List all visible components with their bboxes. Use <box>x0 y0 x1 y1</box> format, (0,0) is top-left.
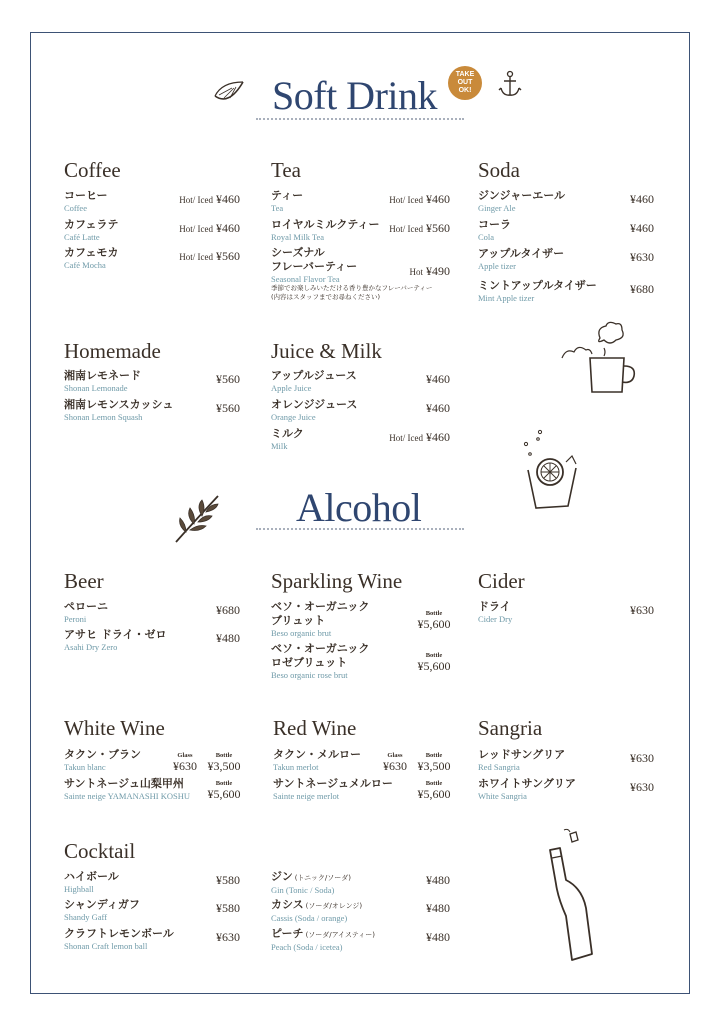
menu-item: カフェモカ Café Mocha <box>64 246 119 270</box>
item-price: ¥480 <box>426 901 450 915</box>
category-homemade: Homemade <box>64 339 161 363</box>
bottle-icon <box>542 828 612 962</box>
anchor-icon <box>498 70 522 98</box>
menu-item: ジン (トニック/ソーダ) Gin (Tonic / Soda) <box>271 870 351 895</box>
menu-item: ドライ Cider Dry <box>478 600 513 624</box>
menu-item: ミルク Milk <box>271 427 304 451</box>
menu-item: ホワイトサングリア White Sangria <box>478 777 576 801</box>
bottle-price: Bottle ¥5,600 <box>207 780 241 801</box>
alcohol-divider <box>256 528 464 530</box>
menu-item: ベソ・オーガニック ブリュット Beso organic brut <box>271 600 370 638</box>
take-out-badge: TAKE OUT OK! <box>448 66 482 100</box>
item-price: Hot/ Iced ¥460 <box>179 192 240 206</box>
item-price: ¥680 <box>630 282 654 296</box>
menu-item: カシス (ソーダ/オレンジ) Cassis (Soda / orange) <box>271 898 363 923</box>
item-price: Bottle ¥5,600 <box>417 652 451 673</box>
item-price: ¥630 <box>216 930 240 944</box>
item-price: Hot/ Iced ¥460 <box>179 221 240 235</box>
category-beer: Beer <box>64 569 104 593</box>
category-tea: Tea <box>271 158 302 182</box>
menu-item: クラフトレモンボール Shonan Craft lemon ball <box>64 927 174 951</box>
category-soda: Soda <box>478 158 520 182</box>
item-price: ¥480 <box>216 631 240 645</box>
item-price: Hot/ Iced ¥560 <box>389 221 450 235</box>
item-price: Hot ¥490 <box>409 264 450 278</box>
menu-item: アサヒ ドライ・ゼロ Asahi Dry Zero <box>64 628 167 652</box>
menu-item: アップルタイザー Apple tizer <box>478 247 565 271</box>
item-price: Hot/ Iced ¥560 <box>179 249 240 263</box>
category-sangria: Sangria <box>478 716 543 740</box>
category-red-wine: Red Wine <box>273 716 357 740</box>
item-price: ¥630 <box>630 780 654 794</box>
bottle-price: Bottle ¥5,600 <box>417 780 451 801</box>
item-price: ¥580 <box>216 901 240 915</box>
menu-item: コーヒー Coffee <box>64 189 108 213</box>
menu-item: シーズナル フレーバーティー Seasonal Flavor Tea 季節でお楽しみいただける香り豊かなフレーバーティー (内容はスタッフまでお尋ねください) <box>271 246 433 301</box>
item-price: ¥630 <box>630 250 654 264</box>
menu-item: アップルジュース Apple Juice <box>271 369 357 393</box>
bottle-price: Bottle ¥3,500 <box>417 752 451 773</box>
menu-item: ロイヤルミルクティー Royal Milk Tea <box>271 218 380 242</box>
menu-item: オレンジジュース Orange Juice <box>271 398 358 422</box>
item-price: ¥480 <box>426 873 450 887</box>
glass-price: Glass ¥630 <box>173 752 197 773</box>
item-price: Hot/ Iced ¥460 <box>389 192 450 206</box>
menu-item: レッドサングリア Red Sangria <box>478 748 566 772</box>
steaming-mug-icon <box>560 318 640 396</box>
item-price: ¥480 <box>426 930 450 944</box>
menu-item: カフェラテ Café Latte <box>64 218 119 242</box>
menu-item: タクン・ブラン Takun blanc <box>64 748 141 772</box>
alcohol-title: Alcohol <box>296 485 422 530</box>
item-price: ¥460 <box>426 401 450 415</box>
menu-item: 湘南レモネード Shonan Lemonade <box>64 369 141 393</box>
item-price: ¥580 <box>216 873 240 887</box>
item-price: Bottle ¥5,600 <box>417 610 451 631</box>
menu-item: ハイボール Highball <box>64 870 119 894</box>
category-sparkling-wine: Sparkling Wine <box>271 569 403 593</box>
soft-drink-title: Soft Drink <box>272 73 437 118</box>
item-price: Hot/ Iced ¥460 <box>389 430 450 444</box>
menu-item: ピーチ (ソーダ/アイスティー) Peach (Soda / icetea) <box>271 927 375 952</box>
category-coffee: Coffee <box>64 158 121 182</box>
item-price: ¥560 <box>216 401 240 415</box>
citrus-drink-icon <box>518 426 580 514</box>
item-price: ¥460 <box>630 221 654 235</box>
category-cider: Cider <box>478 569 525 593</box>
menu-item: ジンジャーエール Ginger Ale <box>478 189 566 213</box>
item-price: ¥460 <box>426 372 450 386</box>
item-price: ¥630 <box>630 751 654 765</box>
herb-sprig-icon <box>172 490 224 546</box>
item-price: ¥460 <box>630 192 654 206</box>
category-white-wine: White Wine <box>64 716 165 740</box>
menu-item: ペローニ Peroni <box>64 600 108 624</box>
soft-drink-divider <box>256 118 464 120</box>
menu-item: サントネージュメルロー Sainte neige merlot <box>273 777 393 801</box>
lemon-slice-icon <box>212 76 246 104</box>
menu-item: タクン・メルロー Takun merlot <box>273 748 361 772</box>
menu-item: シャンディガフ Shandy Gaff <box>64 898 140 922</box>
menu-item: サントネージュ山梨甲州 Sainte neige YAMANASHI KOSHU <box>64 777 190 801</box>
menu-item: コーラ Cola <box>478 218 511 242</box>
item-price: ¥630 <box>630 603 654 617</box>
item-price: ¥560 <box>216 372 240 386</box>
category-cocktail: Cocktail <box>64 839 136 863</box>
item-price: ¥680 <box>216 603 240 617</box>
category-juice-milk: Juice & Milk <box>271 339 382 363</box>
glass-price: Glass ¥630 <box>383 752 407 773</box>
menu-item: 湘南レモンスカッシュ Shonan Lemon Squash <box>64 398 174 422</box>
bottle-price: Bottle ¥3,500 <box>207 752 241 773</box>
menu-item: ミントアップルタイザー Mint Apple tizer <box>478 279 597 303</box>
menu-item: ベソ・オーガニック ロゼブリュット Beso organic rose brut <box>271 642 370 680</box>
menu-item: ティー Tea <box>271 189 304 213</box>
